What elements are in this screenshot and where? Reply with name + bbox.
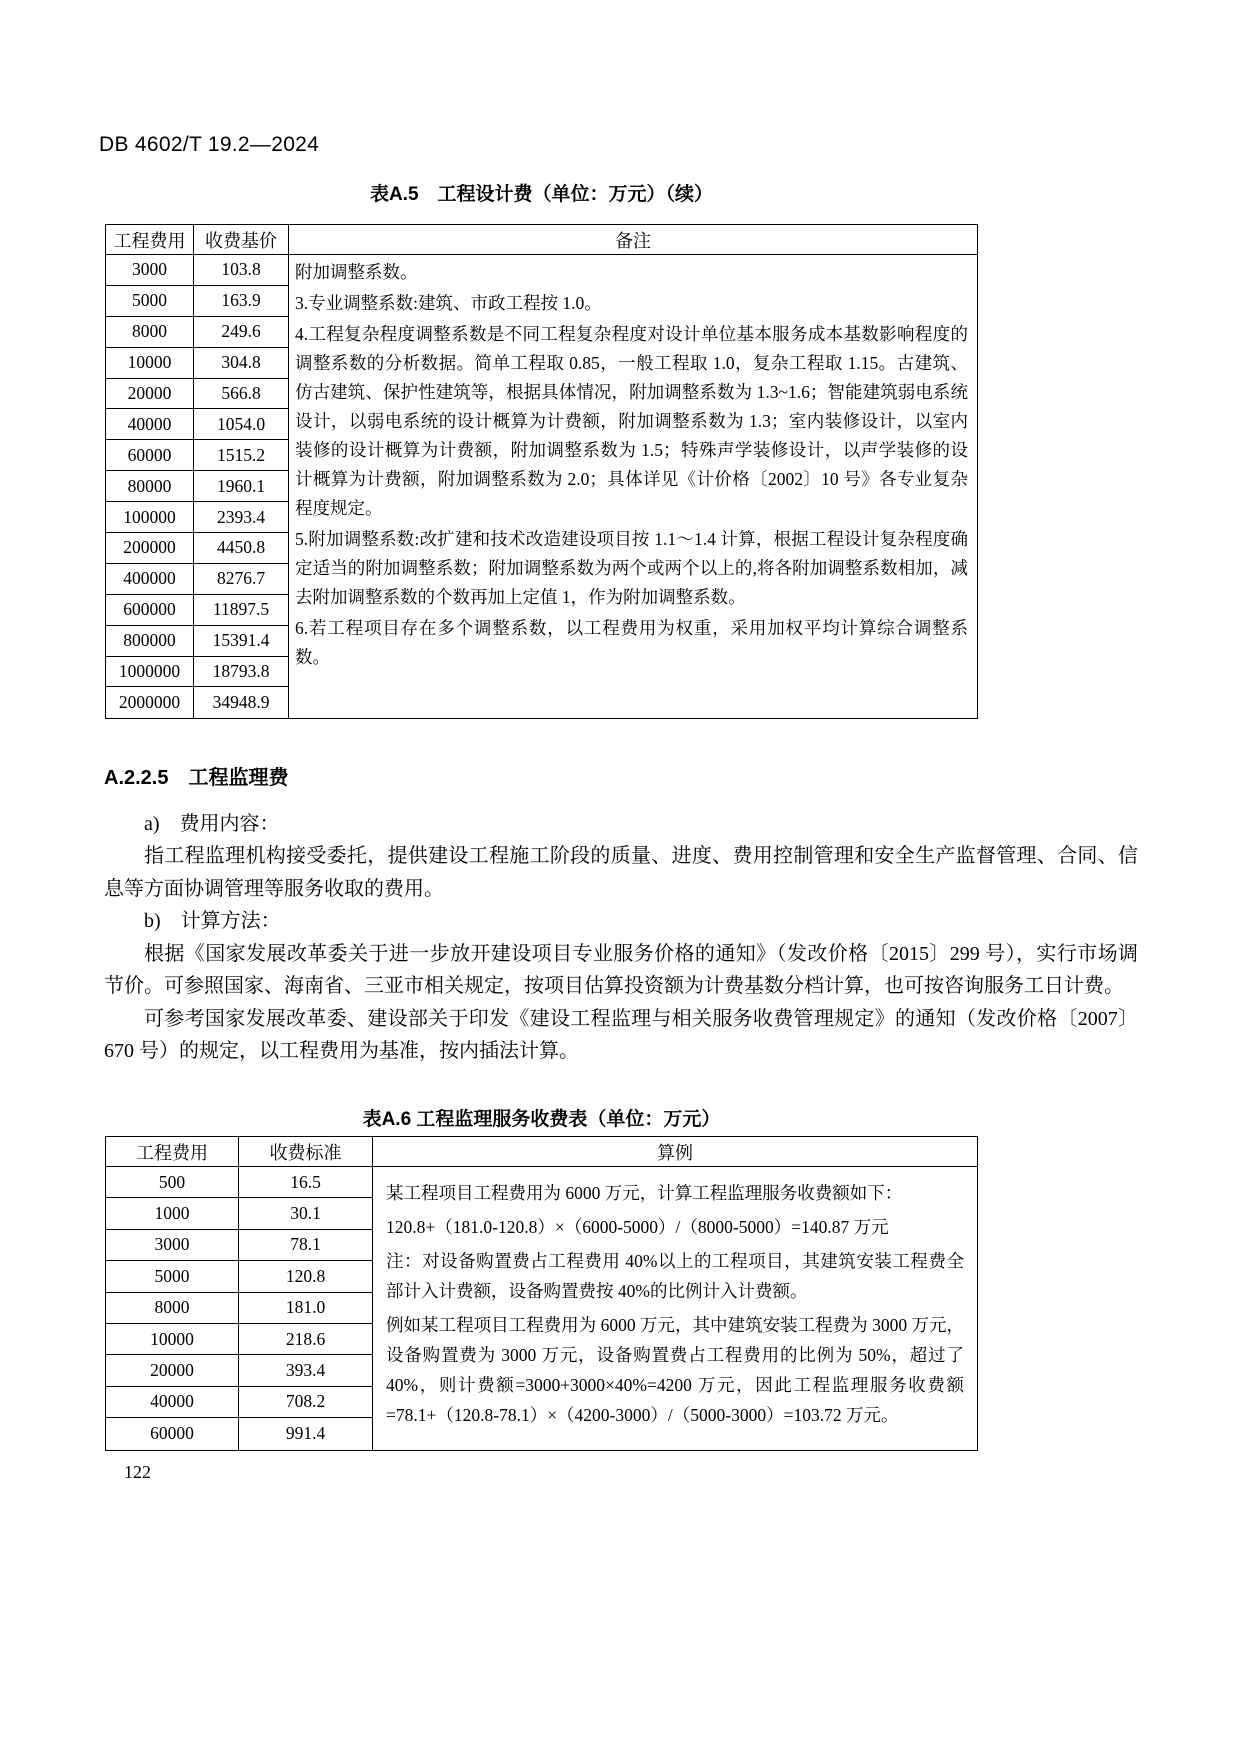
fee-cell: 8000 [106, 317, 194, 347]
fee-cell: 20000 [106, 379, 194, 409]
fee-cell: 1000 [106, 1198, 239, 1228]
table-row [106, 1418, 373, 1449]
fee-cell: 3000 [106, 1230, 239, 1260]
price-cell: 181.0 [239, 1293, 373, 1323]
table-row [106, 286, 289, 317]
price-cell: 2393.4 [194, 502, 289, 532]
table-a5-rows [106, 255, 289, 718]
table-row [106, 502, 289, 533]
table-row [106, 657, 289, 688]
table-row [106, 626, 289, 657]
price-cell: 1054.0 [194, 409, 289, 439]
fee-cell: 20000 [106, 1355, 239, 1385]
table-a5-body [106, 255, 977, 718]
fee-cell: 200000 [106, 533, 194, 563]
example-paragraph: 注：对设备购置费占工程费用 40%以上的工程项目，其建筑安装工程费全部计入计费额，设备购置费按 40%的比例计入计费额。 [386, 1251, 964, 1301]
table-row [106, 564, 289, 595]
fee-cell: 40000 [106, 1387, 239, 1417]
price-cell: 78.1 [239, 1230, 373, 1260]
price-cell: 8276.7 [194, 564, 289, 594]
price-cell: 566.8 [194, 379, 289, 409]
fee-cell: 60000 [106, 440, 194, 470]
page-number: 122 [124, 1462, 151, 1482]
table-row [106, 1293, 373, 1324]
column-header-fee: 工程费用 [106, 225, 194, 254]
example-paragraph: 某工程项目工程费用为 6000 万元，计算工程监理服务收费额如下： [386, 1183, 903, 1203]
table-a5-title: 表A.5 工程设计费（单位：万元）（续） [369, 184, 714, 205]
column-header-fee: 工程费用 [106, 1137, 239, 1166]
table-a6-rows [106, 1167, 373, 1450]
table-row [106, 1355, 373, 1386]
price-cell: 249.6 [194, 317, 289, 347]
price-cell: 16.5 [239, 1167, 373, 1197]
item-b-label: b) 计算方法： [144, 910, 281, 932]
column-header-base-price: 收费基价 [194, 225, 289, 254]
price-cell: 120.8 [239, 1261, 373, 1291]
column-header-example: 算例 [657, 1142, 693, 1163]
example-paragraph: 120.8+（181.0-120.8）×（6000-5000）/（8000-5000）=140.87 万元 [386, 1217, 889, 1237]
table-row [106, 440, 289, 471]
table-a6-header-row [106, 1137, 977, 1167]
table-row [106, 379, 289, 410]
item-a-label: a) 费用内容： [144, 812, 280, 835]
remark-paragraph: 附加调整系数。 [295, 262, 418, 282]
price-cell: 218.6 [239, 1324, 373, 1354]
price-cell: 1515.2 [194, 440, 289, 470]
price-cell: 34948.9 [194, 687, 289, 718]
example-paragraph: 例如某工程项目工程费用为 6000 万元，其中建筑安装工程费为 3000 万元，设备购置费为 3000 万元，设备购置费占工程费用的比例为 50%，超过了 40%，则计费额=3000+3000×40%=4200 万元，因此工程监理服务收费额=78.1+（120.8-78.1）×（4200-3000）/（5000-3000）=103.72 万元。 [386, 1315, 964, 1425]
fee-cell: 100000 [106, 502, 194, 532]
table-a6-body [106, 1167, 977, 1450]
table-row [106, 1387, 373, 1418]
table-row [106, 1230, 373, 1261]
price-cell: 30.1 [239, 1198, 373, 1228]
table-a6 [105, 1136, 978, 1451]
column-header-remark: 备注 [615, 230, 651, 251]
remark-paragraph: 6.若工程项目存在多个调整系数，以工程费用为权重，采用加权平均计算综合调整系数。 [295, 618, 968, 667]
column-header-standard: 收费标准 [239, 1137, 373, 1166]
price-cell: 11897.5 [194, 595, 289, 625]
para-b1: 根据《国家发展改革委关于进一步放开建设项目专业服务价格的通知》（发改价格〔2015〕299 号），实行市场调节价。可参照国家、海南省、三亚市相关规定，按项目估算投资额为计费基数分档计算，也可按咨询服务工日计费。 [104, 942, 1138, 997]
fee-cell: 400000 [106, 564, 194, 594]
remark-paragraph: 3.专业调整系数:建筑、市政工程按 1.0。 [295, 293, 602, 313]
price-cell: 18793.8 [194, 657, 289, 687]
price-cell: 15391.4 [194, 626, 289, 656]
fee-cell: 5000 [106, 1261, 239, 1291]
table-row [106, 1198, 373, 1229]
table-row [106, 1167, 373, 1198]
price-cell: 103.8 [194, 255, 289, 285]
price-cell: 163.9 [194, 286, 289, 316]
fee-cell: 2000000 [106, 687, 194, 718]
price-cell: 393.4 [239, 1355, 373, 1385]
fee-cell: 8000 [106, 1293, 239, 1323]
fee-cell: 1000000 [106, 657, 194, 687]
table-row [106, 409, 289, 440]
fee-cell: 40000 [106, 409, 194, 439]
table-row [106, 317, 289, 348]
price-cell: 1960.1 [194, 471, 289, 501]
section-heading: A.2.2.5 工程监理费 [104, 767, 289, 789]
fee-cell: 5000 [106, 286, 194, 316]
price-cell: 4450.8 [194, 533, 289, 563]
fee-cell: 10000 [106, 1324, 239, 1354]
fee-cell: 800000 [106, 626, 194, 656]
table-row [106, 348, 289, 379]
table-a6-title: 表A.6 工程监理服务收费表（单位：万元） [362, 1109, 721, 1130]
table-row [106, 533, 289, 564]
fee-cell: 3000 [106, 255, 194, 285]
fee-cell: 80000 [106, 471, 194, 501]
example-cell [373, 1167, 977, 1450]
table-row [106, 687, 289, 718]
price-cell: 991.4 [239, 1418, 373, 1449]
price-cell: 304.8 [194, 348, 289, 378]
fee-cell: 60000 [106, 1418, 239, 1449]
para-a: 指工程监理机构接受委托，提供建设工程施工阶段的质量、进度、费用控制管理和安全生产监督管理、合同、信息等方面协调管理等服务收取的费用。 [104, 845, 1138, 900]
table-a5-header-row [106, 225, 977, 255]
price-cell: 708.2 [239, 1387, 373, 1417]
doc-code: DB 4602/T 19.2—2024 [99, 133, 320, 156]
section-a225 [104, 762, 1138, 1068]
table-row [106, 1261, 373, 1292]
fee-cell: 600000 [106, 595, 194, 625]
table-a5 [105, 224, 978, 719]
remark-paragraph: 4.工程复杂程度调整系数是不同工程复杂程度对设计单位基本服务成本基数影响程度的调整系数的分析数据。简单工程取 0.85，一般工程取 1.0，复杂工程取 1.15。古建筑、仿古建筑、保护性建筑等，根据具体情况，附加调整系数为 1.3~1.6；智能建筑弱电系统设计，以弱电系统的设计概算为计费额，附加调整系数为 1.3；室内装修设计，以室内装修的设计概算为计费额，附加调整系数为 1.5；特殊声学装修设计，以声学装修的设计概算为计费额，附加调整系数为 2.0；具体详见《计价格〔2002〕10 号》各专业复杂程度规定。 [295, 324, 968, 518]
para-b2: 可参考国家发展改革委、建设部关于印发《建设工程监理与相关服务收费管理规定》的通知（发改价格〔2007〕670 号）的规定，以工程费用为基准，按内插法计算。 [104, 1007, 1138, 1062]
fee-cell: 10000 [106, 348, 194, 378]
remark-paragraph: 5.附加调整系数:改扩建和技术改造建设项目按 1.1～1.4 计算，根据工程设计复杂程度确定适当的附加调整系数；附加调整系数为两个或两个以上的,将各附加调整系数相加，减去附加调整系数的个数再加上定值 1，作为附加调整系数。 [295, 529, 968, 607]
fee-cell: 500 [106, 1167, 239, 1197]
table-row [106, 471, 289, 502]
remark-cell [289, 255, 977, 718]
table-row [106, 1324, 373, 1355]
table-row [106, 595, 289, 626]
table-row [106, 255, 289, 286]
